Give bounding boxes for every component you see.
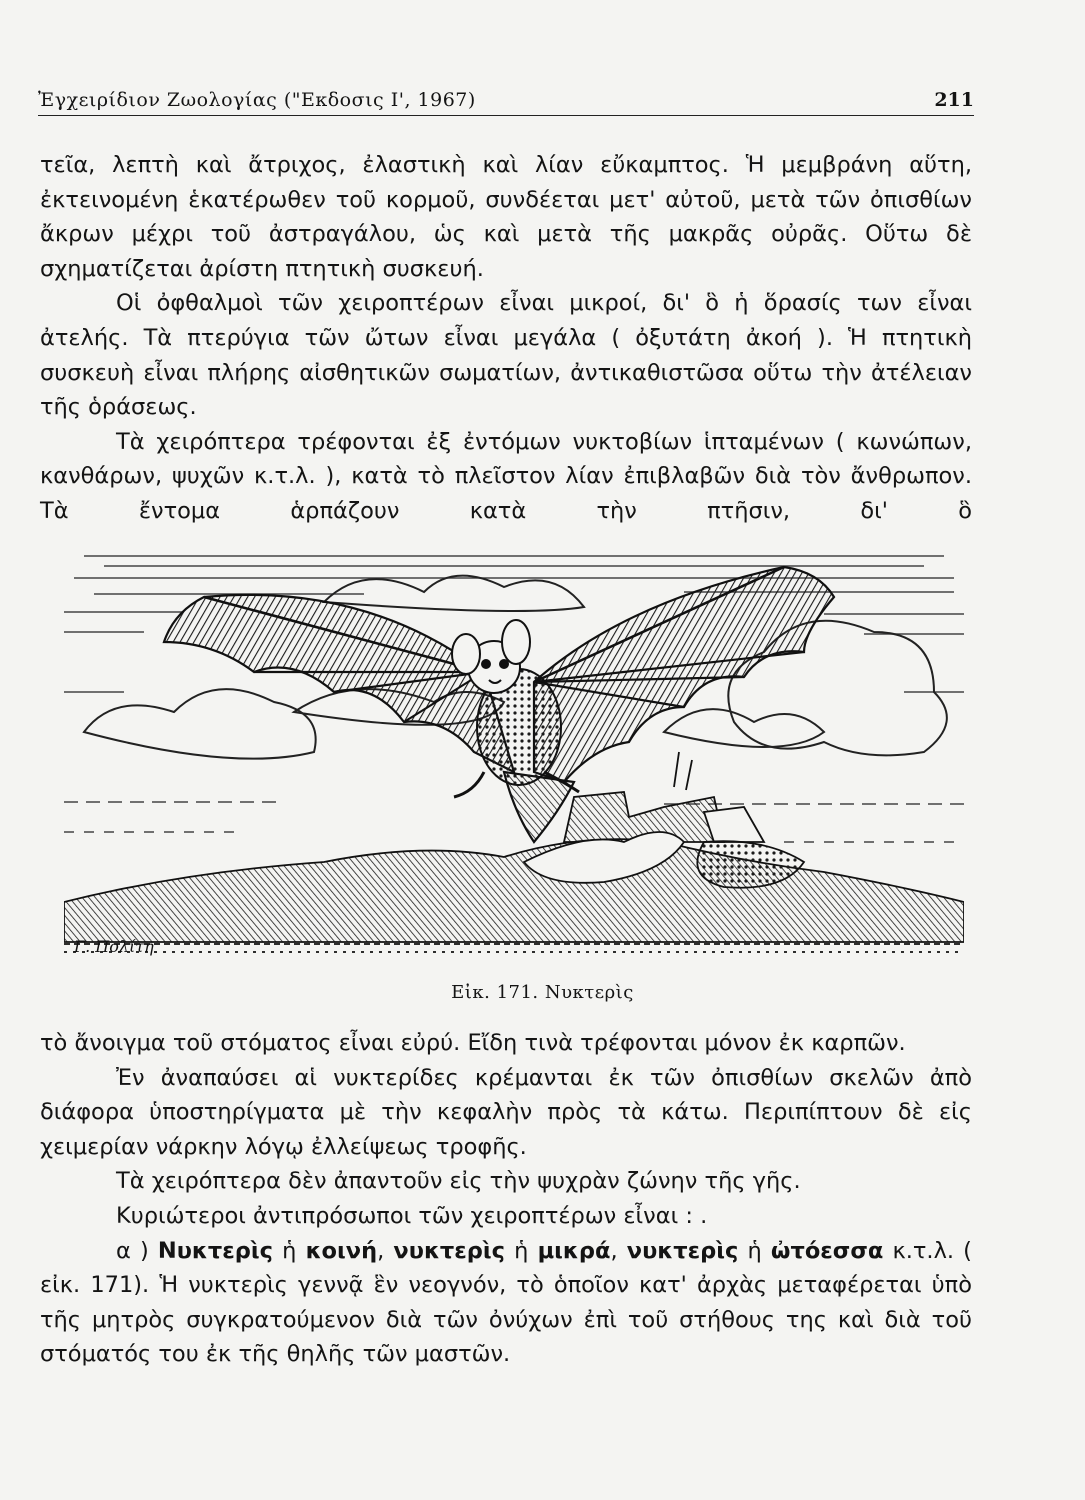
paragraph-rest: Ἐν ἀναπαύσει αἱ νυκτερίδες κρέμανται ἐκ τῶν ὀπισθίων σκελῶν ἀπὸ διάφορα ὑποστηρίγματα μὲ τὴν κεφαλὴν πρὸς τὰ κάτω. Περιπίπτουν δὲ εἰς χειμερίαν νάρκην λόγῳ ἐλλείψεως τροφῆς. [40, 1064, 972, 1160]
paragraph-diet: Τὰ χειρόπτερα τρέφονται ἐξ ἐντόμων νυκτοβίων ἱπταμένων ( κωνώπων, κανθάρων, ψυχῶν κ.τ.λ. ), κατὰ τὸ πλεῖστον λίαν ἐπιβλαβῶν διὰ τὸν ἄνθρωπον. Τὰ ἔντομα ἁρπάζουν κατὰ τὴν πτῆσιν, δι' ὃ [40, 428, 972, 524]
paragraph-representatives: Κυριώτεροι ἀντιπρόσωποι τῶν χειροπτέρων εἶναι : . [116, 1202, 708, 1229]
paragraph-species [40, 1234, 972, 1372]
species-name-1: Νυκτερὶς [157, 1237, 274, 1264]
bat-illustration [64, 542, 964, 962]
paragraph-mouth: τὸ ἄνοιγμα τοῦ στόματος εἶναι εὐρύ. Εἴδη τινὰ τρέφονται μόνον ἐκ καρπῶν. [40, 1030, 906, 1056]
landscape-ground [64, 832, 964, 952]
text-block-top [40, 148, 972, 529]
book-title: Ἐγχειρίδιον Ζωολογίας ("Εκδοσις Ι', 1967) [38, 89, 476, 111]
species-sep-5: ἡ [738, 1237, 771, 1264]
species-name-5: νυκτερὶς [626, 1237, 739, 1264]
species-text: κ.τ.λ. ( εἰκ. 171). Ἡ νυκτερὶς γεννᾷ ἓν νεογνόν, τὸ ὁποῖον κατ' ἀρχὰς μεταφέρεται ὑπὸ τῆς μητρὸς συγκρατούμενον διὰ τῶν ὀνύχων ἐπὶ τοῦ στήθους της καὶ διὰ τοῦ στόματός του ἐκ τῆς θηλῆς τῶν μαστῶν. [40, 1237, 972, 1368]
species-name-2: κοινή [305, 1237, 378, 1264]
text-block-bottom [40, 1026, 972, 1372]
species-sep-4: , [610, 1237, 627, 1264]
species-prefix: α ) [116, 1237, 158, 1264]
species-sep-2: , [377, 1237, 394, 1264]
species-sep-1: ἡ [273, 1237, 306, 1264]
paragraph-membrane: τεῖα, λεπτὴ καὶ ἄτριχος, ἐλαστικὴ καὶ λίαν εὔκαμπτος. Ἡ μεμβράνη αὕτη, ἐκτεινομένη ἑκατέρωθεν τοῦ κορμοῦ, συνδέεται μετ' αὐτοῦ, μετὰ τῶν ὀπισθίων ἄκρων μέχρι τοῦ ἀστραγάλου, ὡς καὶ μετὰ τῆς μακρᾶς οὐρᾶς. Οὕτω δὲ σχηματίζεται ἀρίστη πτητικὴ συσκευή. [40, 152, 972, 282]
paragraph-cold: Τὰ χειρόπτερα δὲν ἀπαντοῦν εἰς τὴν ψυχρὰν ζώνην τῆς γῆς. [116, 1168, 801, 1195]
species-sep-3: ἡ [505, 1237, 538, 1264]
artist-signature: Γ. Πολίτη [74, 937, 154, 956]
running-header [38, 82, 974, 116]
paragraph-eyes: Οἱ ὀφθαλμοὶ τῶν χειροπτέρων εἶναι μικροί, δι' ὃ ἡ ὅρασίς των εἶναι ἀτελής. Τὰ πτερύγια τῶν ὤτων εἶναι μεγάλα ( ὀξυτάτη ἀκοή ). Ἡ πτητικὴ συσκευὴ εἶναι πλήρης αἰσθητικῶν σωματίων, ἀντικαθιστῶσα οὕτω τὴν ἀτέλειαν τῆς ὁράσεως. [40, 290, 972, 421]
species-name-3: νυκτερὶς [393, 1237, 506, 1264]
page-number: 211 [934, 89, 974, 111]
species-name-6: ὠτόεσσα [770, 1237, 884, 1264]
species-name-4: μικρά [537, 1237, 611, 1264]
castle-ruins [564, 752, 764, 842]
figure-caption: Εἰκ. 171. Νυκτερὶς [451, 982, 634, 1003]
